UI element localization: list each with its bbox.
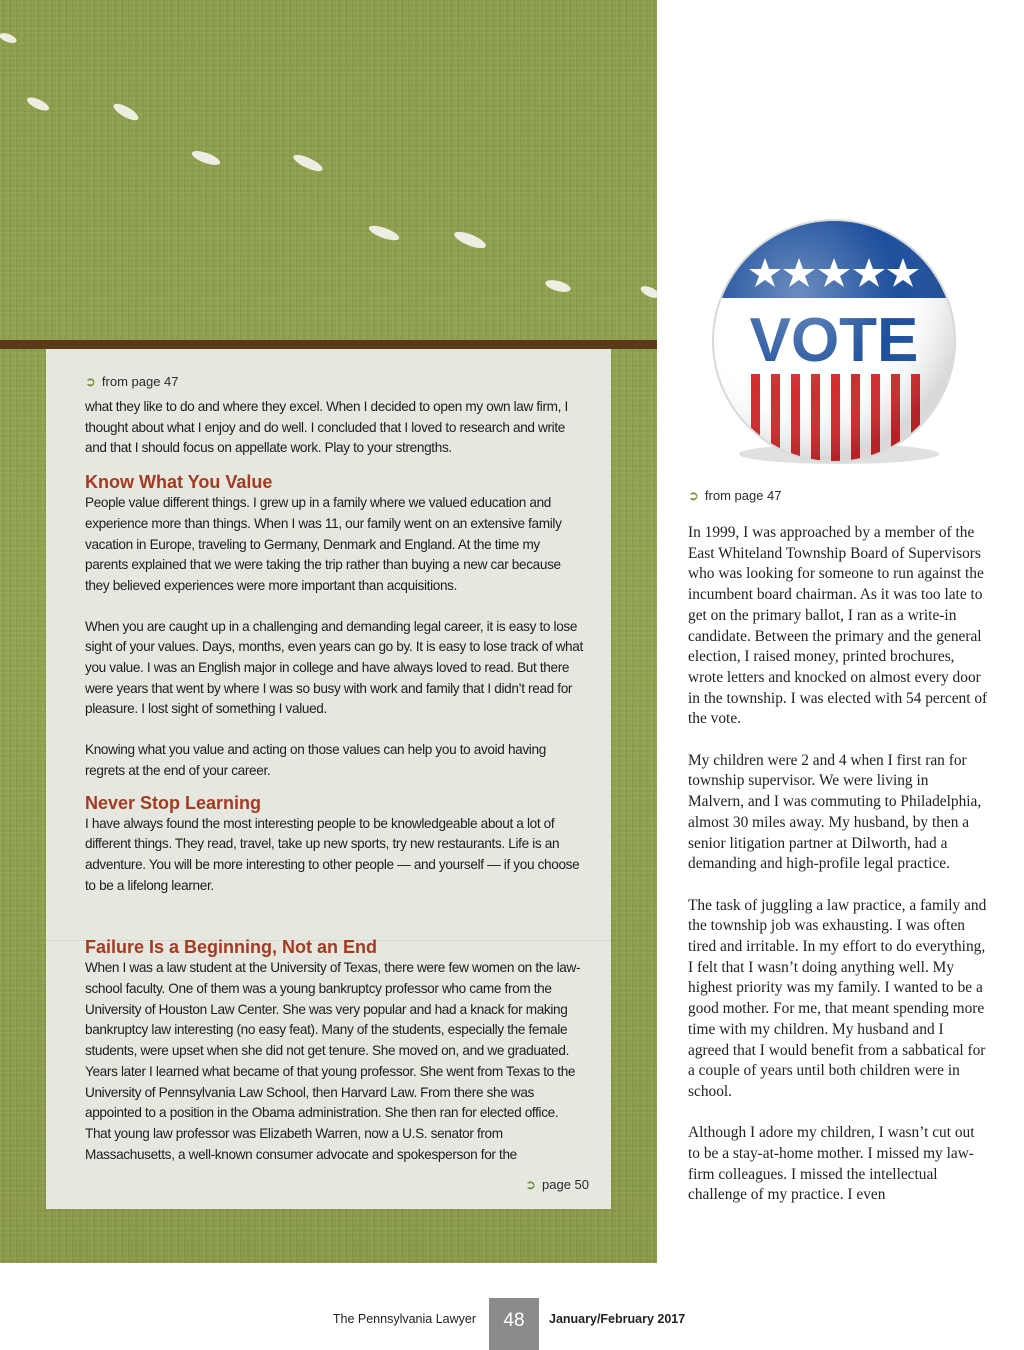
page-footer [0, 1298, 1024, 1350]
issue-date: January/February 2017 [549, 1312, 686, 1326]
value-paragraph-1: People value different things. I grew up in a family where we valued education and experience more than things. When I was 11, our family went on an extensive family vacation in Europe, traveling to Germany, Denmark and England. At the time my parents explained that we were taking the trip rather than buying a new car because they believed experiences were more important than acquisitions. [85, 495, 562, 593]
heading-never-stop-learning: Never Stop Learning [85, 792, 262, 813]
heading-know-what-you-value: Know What You Value [85, 472, 273, 493]
continue-arrow-icon: ➲ [525, 1177, 536, 1192]
value-paragraph-2: When you are caught up in a challenging and demanding legal career, it is easy to lose sight of your values. Days, months, even years can go by. It is easy to lose track of what you value. I was an English major in college and have always loved to read. But there were years that went by where I was so busy with work and family that I didn’t read for pleasure. I lost sight of something I valued. [85, 618, 583, 717]
learning-paragraph: I have always found the most interesting people to be knowledgeable about a lot of different things. They read, travel, take up new sports, try new restaurants. Life is an adventure. You will be more interesting to other people — and yourself — if you choose to be a lifelong learner. [85, 815, 580, 893]
failure-paragraph: When I was a law student at the University of Texas, there were few women on the law-school faculty. One of them was a young bankruptcy professor who came from the University of Houston Law Center. She was very popular and had a knack for making bankruptcy law interesting (no easy feat). Many of the students, especially the female students, were upset when she did not get tenure. She moved on, and we graduated. Years later I learned what became of that young professor. She went from Texas to the University of Pennsylvania Law School, then Harvard Law. From there she was appointed to a position in the Obama administration. She then ran for elected office. That young law professor was Elizabeth Warren, now a U.S. senator from Massachusetts, a well-known consumer advocate and spokesperson for the [85, 960, 581, 1162]
column-paragraph-2: My children were 2 and 4 when I first ran for township supervisor. We were living in Malvern, and I was commuting to Philadelphia, almost 30 miles away. My husband, by then a senior litigation partner at Dilworth, had a demanding and high-profile legal practice. [688, 751, 982, 873]
column-paragraph-4: Although I adore my children, I wasn’t cut out to be a stay-at-home mother. I missed my law-firm colleagues. I missed the intellectual challenge of my practice. I even [688, 1124, 975, 1204]
footprints-illustration [0, 0, 657, 340]
value-paragraph-3: Knowing what you value and acting on those values can help you to avoid having regrets at the end of your career. [85, 742, 546, 778]
divider-bar [0, 340, 657, 349]
continued-to-marker[interactable]: ➲ page 50 [525, 1177, 589, 1192]
heading-failure-is-a-beginning: Failure Is a Beginning, Not an End [85, 937, 378, 958]
column-continued-from-marker[interactable]: ➲ from page 47 [688, 488, 782, 503]
column-paragraph-3: The task of juggling a law practice, a family and the township job was exhausting. I was often tired and irritable. In my effort to do everything, I felt that I wasn’t doing anything well. My highest priority was my family. I wanted to be a good mother. For me, that meant spending more time with my children. My husband and I agreed that I would benefit from a sabbatical for a couple of years until both children were in school. [688, 896, 987, 1100]
sidebar-article-box [46, 349, 611, 1209]
intro-paragraph: what they like to do and where they excel. When I decided to open my own law firm, I thought about what I enjoy and do well. I concluded that I loved to research and write and that I should focus on appellate work. Play to your strengths. [85, 399, 568, 456]
page-number: 48 [489, 1298, 539, 1350]
vote-button-illustration [703, 214, 965, 476]
column-paragraph-1: In 1999, I was approached by a member of the East Whiteland Township Board of Supervisors who was looking for someone to run against the incumbent board chairman. As it was too late to get on the primary ballot, I ran as a write-in candidate. Between the primary and the general election, I raised money, printed brochures, wrote letters and knocked on almost every door in the township. I was elected with 54 percent of the vote. [688, 524, 988, 728]
continue-arrow-icon: ➲ [85, 374, 96, 389]
main-column [688, 487, 988, 1206]
magazine-title: The Pennsylvania Lawyer [332, 1312, 476, 1326]
continued-from-marker[interactable]: ➲ from page 47 [85, 374, 179, 389]
continue-arrow-icon: ➲ [688, 488, 699, 503]
